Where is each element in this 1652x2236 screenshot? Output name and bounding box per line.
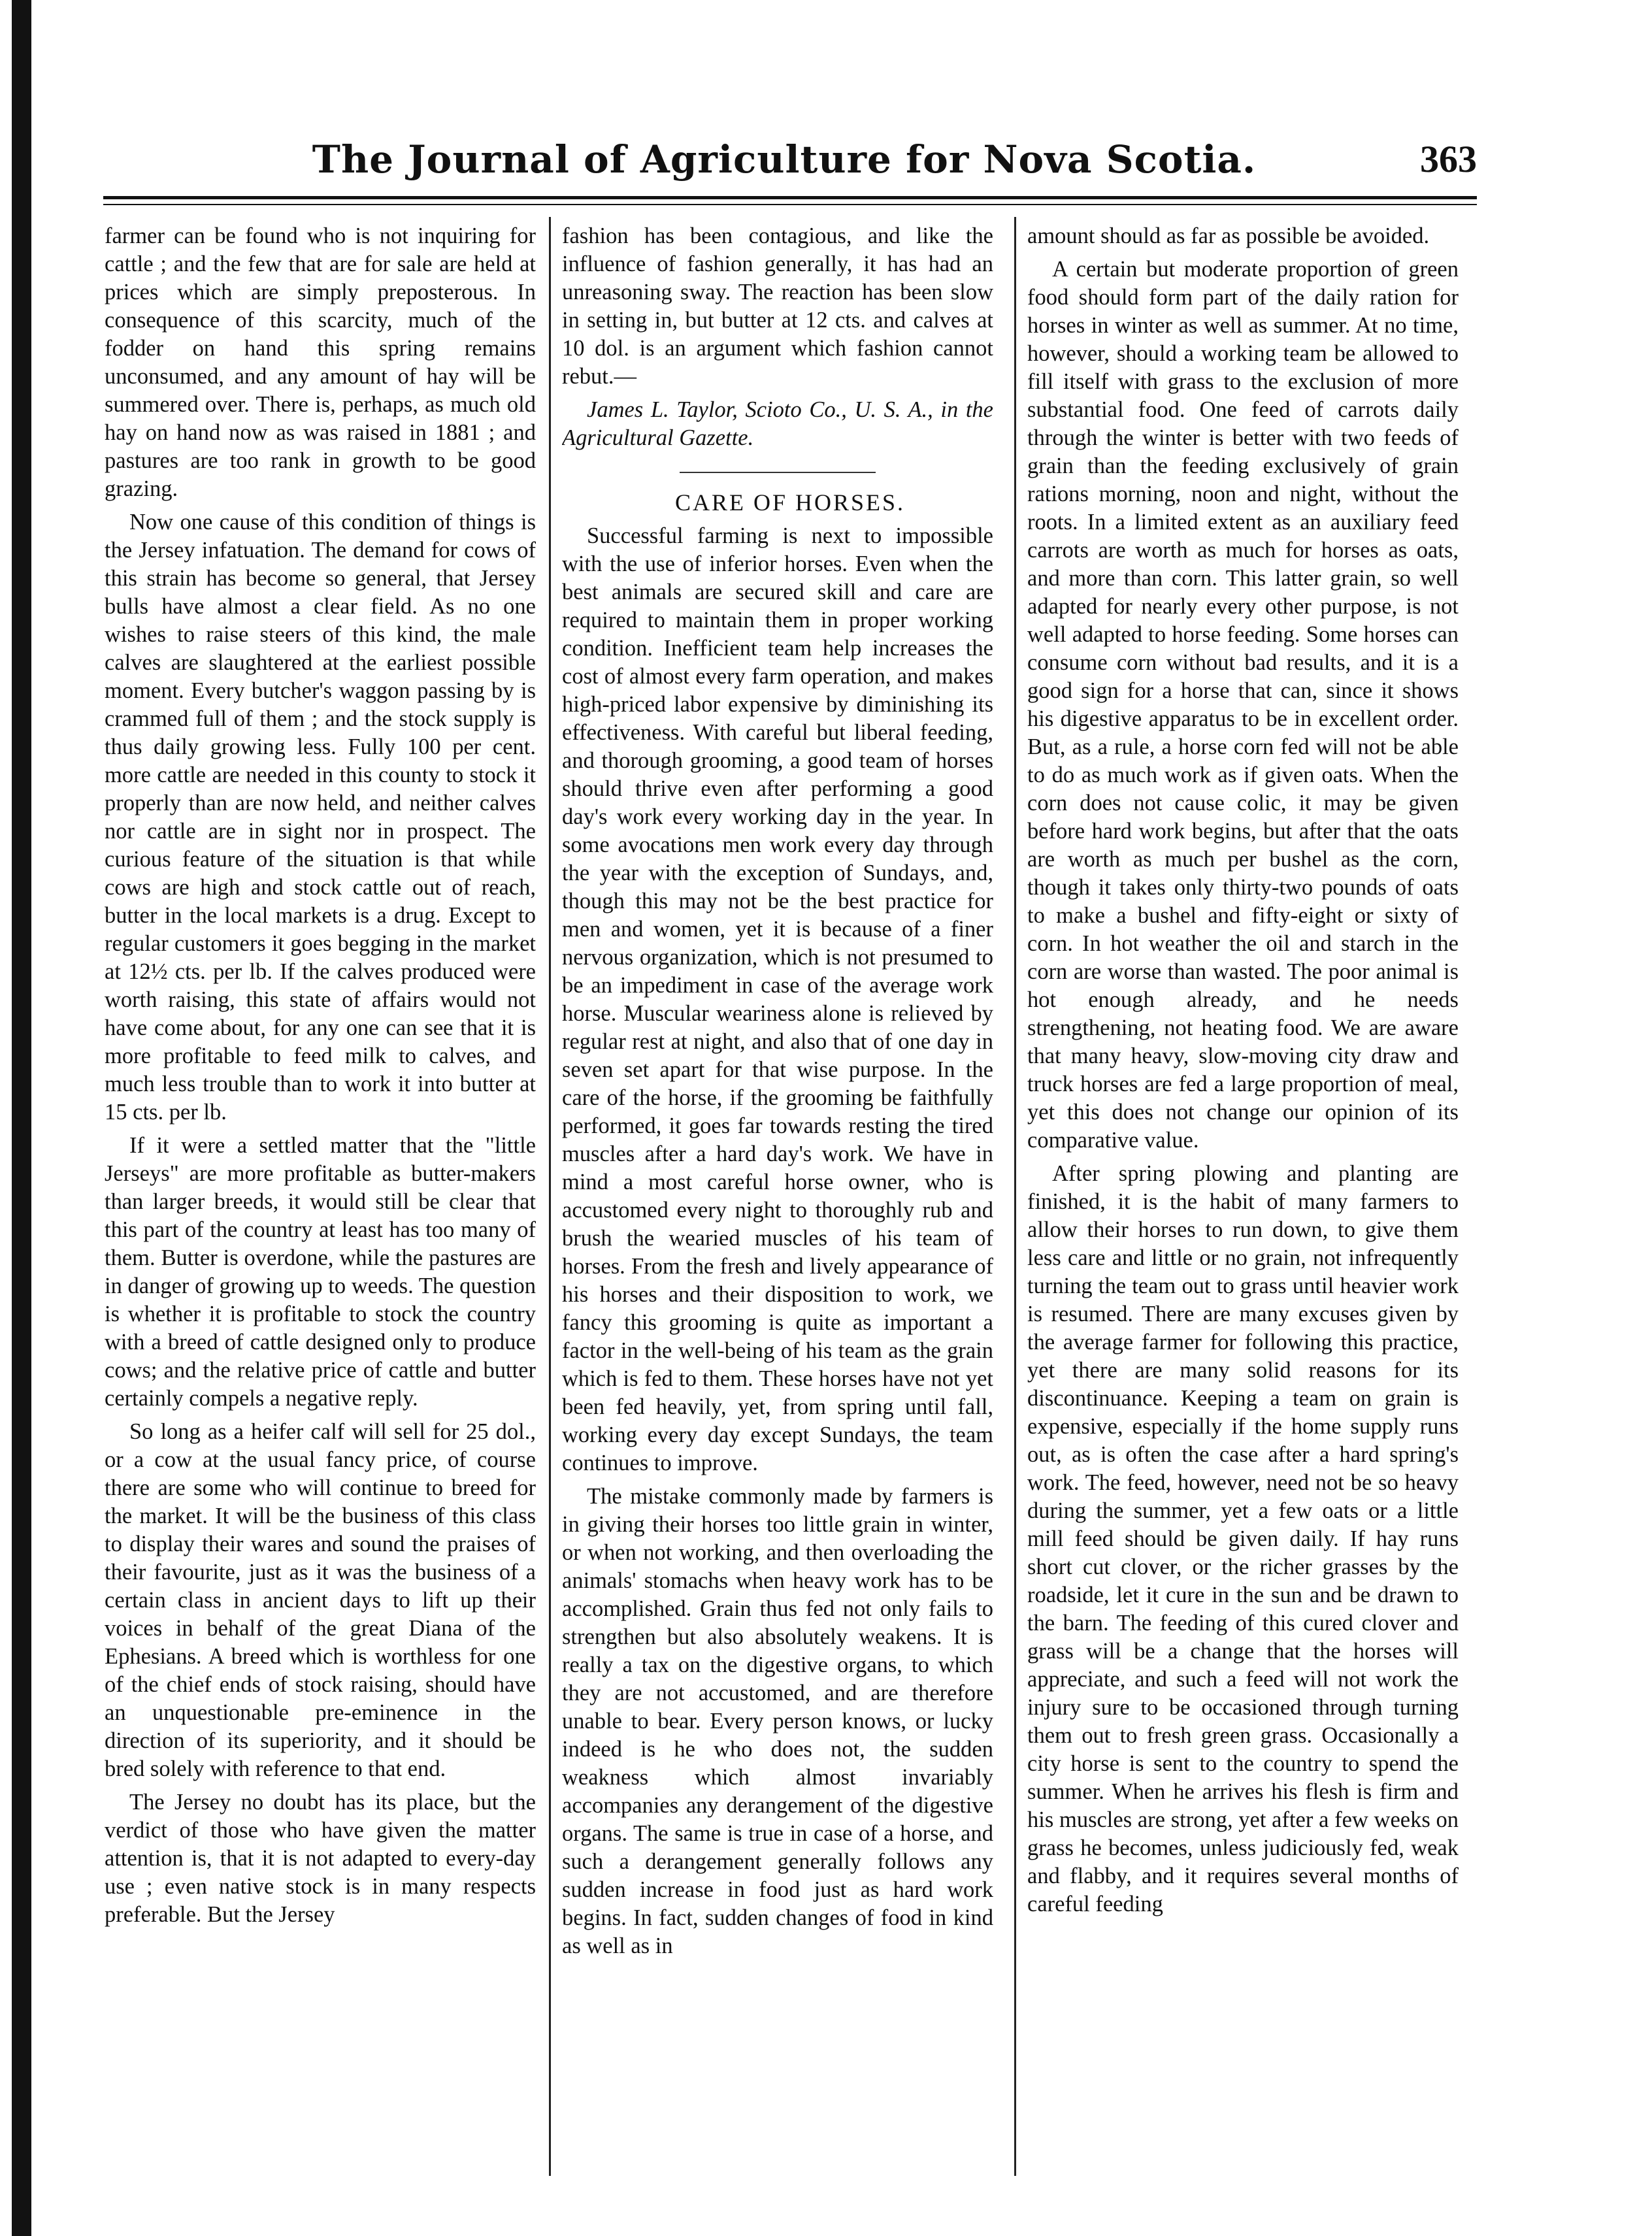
page-number: 363 xyxy=(1420,138,1477,180)
article-separator xyxy=(680,472,876,473)
paragraph: farmer can be found who is not inquiring for cattle ; and the few that are for sale are held at prices which are simply preposterous. In consequence of this scarcity, much of the fodder on hand this spring remains unconsumed, and any amount of hay will be summered over. There is, perhaps, as much old hay on hand now as was raised in 1881 ; and pastures are too rank in growth to be good grazing. xyxy=(105,223,536,501)
column-3 xyxy=(1027,222,1459,2176)
paragraph: fashion has been contagious, and like the influence of fashion generally, it has had an unreasoning sway. The reaction has been slow in setting in, but butter at 12 cts. and calves at 10 dol. is an argument which fashion cannot rebut.— xyxy=(562,223,993,389)
paragraph: Successful farming is next to impossible with the use of inferior horses. Even when the best animals are secured skill and care are required to maintain them in proper working condition. Inefficient team help increases the cost of almost every farm operation, and makes high-priced labor expensive by diminishing its effectiveness. With careful but liberal feeding, and thorough grooming, a good team of horses should thrive even after performing a good day's work every working day in the year. In some avocations men work every day through the year with the exception of Sundays, and, though this may not be the best practice for men and women, yet it is because of a finer nervous organization, which is not presumed to be an impediment in case of the average work horse. Muscular weariness alone is relieved by regular rest at night, and also that of one day in seven set apart for that wise purpose. In the care of the horse, if the grooming be faithfully performed, it goes far towards resting the tired muscles after a hard day's work. We have in mind a most careful horse owner, who is accustomed every night to thoroughly rub and brush the wearied muscles of his team of horses. From the fresh and lively appearance of his horses and their disposition to work, we fancy this grooming is quite as important a factor in the well-being of his team as the grain which is fed to them. These horses have not yet been fed heavily, yet, from spring until fall, working every day except Sundays, the team continues to improve. xyxy=(562,523,993,1475)
paragraph: If it were a settled matter that the "little Jerseys" are more profitable as butter-makers than larger breeds, it would still be clear that this part of the country at least has too many of them. Butter is overdone, while the pastures are in danger of growing up to weeds. The question is whether it is profitable to stock the country with a breed of cattle designed only to produce cows; and the relative price of cattle and butter certainly compels a negative reply. xyxy=(105,1133,536,1411)
paragraph: The mistake commonly made by farmers is in giving their horses too little grain in winter, or when not working, and then overloading the animals' stomachs when heavy work has to be accomplished. Grain thus fed not only fails to strengthen but also absolutely weakens. It is really a tax on the digestive organs, to which they are not accustomed, and are therefore unable to bear. Every person knows, or lucky indeed is he who does not, the sudden weakness which almost invariably accompanies any derangement of the digestive organs. The same is true in case of a horse, and such a derangement generally follows any sudden increase in food just as hard work begins. In fact, sudden changes of food in kind as well as in xyxy=(562,1484,993,1958)
paragraph: After spring plowing and planting are finished, it is the habit of many farmers to allow their horses to run down, to give them less care and little or no grain, not infrequently turning the team out to grass until heavier work is resumed. There are many excuses given by the average farmer for following this practice, yet there are many solid reasons for its discontinuance. Keeping a team on grain is expensive, especially if the home supply runs out, as is often the case after a hard spring's work. The feed, however, need not be so heavy during the summer, yet a few oats or a little mill feed should be given daily. If hay runs short cut clover, or the richer grasses by the roadside, let it cure in the sun and be drawn to the barn. The feeding of this cured clover and grass will be a change that the horses will appreciate, and such a feed will not work the injury sure to be occasioned through turning them out to fresh green grass. Occasionally a city horse is sent to the country to spend the summer. When he arrives his flesh is firm and his muscles are strong, yet after a few weeks on grass he becomes, unless judiciously fed, weak and flabby, and it requires several months of careful feeding xyxy=(1027,1161,1459,1916)
paragraph: Now one cause of this condition of things is the Jersey infatuation. The demand for cows of this strain has become so general, that Jersey bulls have almost a clear field. As no one wishes to raise steers of this kind, the male calves are slaughtered at the earliest possible moment. Every butcher's waggon passing by is crammed full of them ; and the stock supply is thus daily growing less. Fully 100 per cent. more cattle are needed in this county to stock it properly than are now held, and neither calves nor cattle are in sight nor in prospect. The curious feature of the situation is that while cows are high and stock cattle out of reach, butter in the local markets is a drug. Except to regular customers it goes begging in the market at 12½ cts. per lb. If the calves produced were worth raising, this state of affairs would not have come about, for any one can see that it is more profitable to feed milk to calves, and much less trouble than to work it into butter at 15 cts. per lb. xyxy=(105,510,536,1125)
header-rule-thin xyxy=(103,204,1477,205)
header-rule-thick xyxy=(103,196,1477,199)
paragraph: The Jersey no doubt has its place, but the verdict of those who have given the matter attention is, that it is not adapted to every-day use ; even native stock is in many respects preferable. But the Jersey xyxy=(105,1790,536,1927)
journal-page xyxy=(91,98,1477,2176)
paragraph: A certain but moderate proportion of green food should form part of the daily ration for horses in winter as well as summer. At no time, however, should a working team be allowed to fill itself with grass to the exclusion of more substantial food. One feed of carrots daily through the winter is better with two feeds of grain than the feeding exclusively of grain rations morning, noon and night, without the roots. In a limited extent as an auxiliary feed carrots are worth as much for horses as oats, and more than corn. This latter grain, so well adapted for nearly every other purpose, is not well adapted to horse feeding. Some horses can consume corn without bad results, and it is a good sign for a horse that can, since it shows his digestive apparatus to be in excellent order. But, as a rule, a horse corn fed will not be able to do as much work as if given oats. When the corn does not cause colic, it may be given before hard work begins, but after that the oats are worth as much per bushel as the corn, though it takes only thirty-two pounds of oats to make a bushel and fifty-eight or sixty of corn. In hot weather the oil and starch in the corn are worse than wasted. The poor animal is hot enough already, and he needs strengthening, not heating food. We are aware that many heavy, slow-moving city draw and truck horses are fed a large proportion of meal, yet this does not change our opinion of its comparative value. xyxy=(1027,257,1459,1153)
article-heading: CARE OF HORSES. xyxy=(674,489,906,516)
column-1 xyxy=(105,222,536,2176)
article-signature: James L. Taylor, Scioto Co., U. S. A., in the Agricultural Gazette. xyxy=(562,397,993,450)
paragraph: amount should as far as possible be avoided. xyxy=(1027,223,1430,248)
page-header xyxy=(91,137,1477,196)
journal-title: The Journal of Agriculture for Nova Scotia. xyxy=(312,137,1257,182)
scan-edge xyxy=(12,0,31,2236)
column-2 xyxy=(562,222,993,2176)
paragraph: So long as a heifer calf will sell for 25 dol., or a cow at the usual fancy price, of course there are some who will continue to breed for the market. It will be the business of this class to display their wares and sound the praises of their favourite, just as it was the business of a certain class in ancient days to lift up their voices in behalf of the great Diana of the Ephesians. A breed which is worthless for one of the chief ends of stock raising, should have an unquestionable pre-eminence in the direction of its superiority, and it should be bred solely with reference to that end. xyxy=(105,1419,536,1781)
column-divider-1 xyxy=(549,217,551,2176)
column-divider-2 xyxy=(1014,217,1016,2176)
